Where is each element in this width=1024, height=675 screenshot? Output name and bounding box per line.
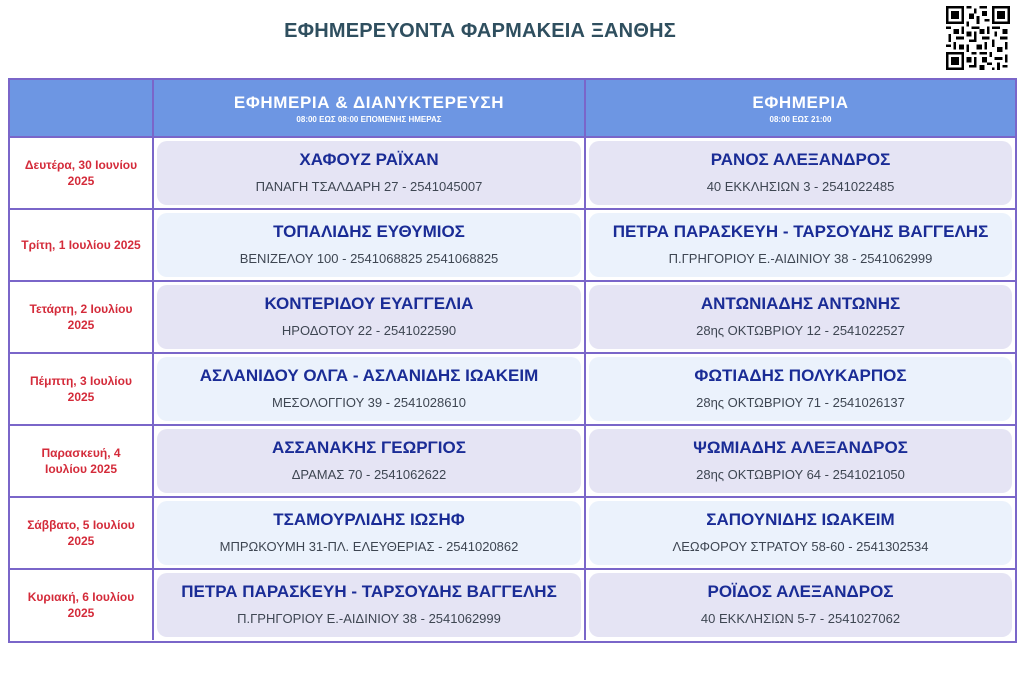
qr-code — [946, 6, 1010, 70]
pharmacy-name: ΑΣΛΑΝΙΔΟΥ ΟΛΓΑ - ΑΣΛΑΝΙΔΗΣ ΙΩΑΚΕΙΜ — [199, 366, 539, 385]
pharmacy-name: ΑΝΤΩΝΙΑΔΗΣ ΑΝΤΩΝΗΣ — [700, 294, 901, 313]
day-label: Κυριακή, 6 Ιουλίου 2025 — [10, 570, 154, 640]
pharmacy-address: ΒΕΝΙΖΕΛΟΥ 100 - 2541068825 2541068825 — [239, 251, 499, 266]
night-pharmacy-cell — [154, 138, 586, 208]
pharmacy-name: ΚΟΝΤΕΡΙΔΟΥ ΕΥΑΓΓΕΛΙΑ — [264, 294, 474, 313]
pharmacy-address: 40 ΕΚΚΛΗΣΙΩΝ 5-7 - 2541027062 — [700, 611, 901, 626]
table-row — [10, 136, 1015, 208]
pharmacy-name: ΣΑΠΟΥΝΙΔΗΣ ΙΩΑΚΕΙΜ — [706, 510, 895, 529]
day-label: Δευτέρα, 30 Ιουνίου 2025 — [10, 138, 154, 208]
day-pharmacy-cell — [586, 570, 1015, 640]
pharmacy-address: Π.ΓΡΗΓΟΡΙΟΥ Ε.-ΑΙΔΙΝΙΟΥ 38 - 2541062999 — [668, 251, 933, 266]
day-label: Πέμπτη, 3 Ιουλίου 2025 — [10, 354, 154, 424]
pharmacy-address: 40 ΕΚΚΛΗΣΙΩΝ 3 - 2541022485 — [706, 179, 895, 194]
column-hours: 08:00 ΕΩΣ 08:00 ΕΠΟΜΕΝΗΣ ΗΜΕΡΑΣ — [296, 115, 442, 124]
pharmacy-name: ΡΑΝΟΣ ΑΛΕΞΑΝΔΡΟΣ — [710, 150, 891, 169]
day-label: Σάββατο, 5 Ιουλίου 2025 — [10, 498, 154, 568]
pharmacy-name: ΤΣΑΜΟΥΡΛΙΔΗΣ ΙΩΣΗΦ — [273, 510, 465, 529]
pharmacy-address: 28ης ΟΚΤΩΒΡΙΟΥ 64 - 2541021050 — [696, 467, 905, 482]
night-pharmacy-cell — [154, 282, 586, 352]
pharmacy-name: ΡΟΪΔΟΣ ΑΛΕΞΑΝΔΡΟΣ — [707, 582, 894, 601]
pharmacy-address: ΛΕΩΦΟΡΟΥ ΣΤΡΑΤΟΥ 58-60 - 2541302534 — [672, 539, 929, 554]
pharmacy-address: 28ης ΟΚΤΩΒΡΙΟΥ 12 - 2541022527 — [696, 323, 905, 338]
day-pharmacy-cell — [586, 426, 1015, 496]
night-pharmacy-cell — [154, 354, 586, 424]
column-header-night-duty — [154, 80, 586, 136]
table-row — [10, 280, 1015, 352]
pharmacy-name: ΑΣΣΑΝΑΚΗΣ ΓΕΩΡΓΙΟΣ — [272, 438, 466, 457]
column-header-day-duty — [586, 80, 1015, 136]
night-pharmacy-cell — [154, 210, 586, 280]
pharmacy-schedule-table — [8, 78, 1017, 643]
column-heading: ΕΦΗΜΕΡΙΑ & ΔΙΑΝΥΚΤΕΡΕΥΣΗ — [233, 93, 505, 112]
pharmacy-address: ΔΡΑΜΑΣ 70 - 2541062622 — [291, 467, 447, 482]
table-row — [10, 424, 1015, 496]
pharmacy-address: 28ης ΟΚΤΩΒΡΙΟΥ 71 - 2541026137 — [696, 395, 905, 410]
table-row — [10, 208, 1015, 280]
pharmacy-name: ΤΟΠΑΛΙΔΗΣ ΕΥΘΥΜΙΟΣ — [273, 222, 465, 241]
table-row — [10, 568, 1015, 640]
pharmacy-address: ΜΠΡΩΚΟΥΜΗ 31-ΠΛ. ΕΛΕΥΘΕΡΙΑΣ - 2541020862 — [219, 539, 519, 554]
night-pharmacy-cell — [154, 570, 586, 640]
pharmacy-address: ΗΡΟΔΟΤΟΥ 22 - 2541022590 — [281, 323, 457, 338]
day-pharmacy-cell — [586, 498, 1015, 568]
pharmacy-name: ΠΕΤΡΑ ΠΑΡΑΣΚΕΥΗ - ΤΑΡΣΟΥΔΗΣ ΒΑΓΓΕΛΗΣ — [181, 582, 557, 601]
table-row — [10, 352, 1015, 424]
header-corner-cell — [10, 80, 154, 136]
day-pharmacy-cell — [586, 354, 1015, 424]
pharmacy-address: ΠΑΝΑΓΗ ΤΣΑΛΔΑΡΗ 27 - 2541045007 — [255, 179, 483, 194]
day-label: Τρίτη, 1 Ιουλίου 2025 — [10, 210, 154, 280]
pharmacy-name: ΨΩΜΙΑΔΗΣ ΑΛΕΞΑΝΔΡΟΣ — [693, 438, 908, 457]
day-pharmacy-cell — [586, 138, 1015, 208]
day-label: Παρασκευή, 4 Ιουλίου 2025 — [10, 426, 154, 496]
pharmacy-address: ΜΕΣΟΛΟΓΓΙΟΥ 39 - 2541028610 — [272, 395, 466, 410]
day-pharmacy-cell — [586, 282, 1015, 352]
day-pharmacy-cell — [586, 210, 1015, 280]
pharmacy-name: ΧΑΦΟΥΖ ΡΑΪΧΑΝ — [299, 150, 439, 169]
page-title: ΕΦΗΜΕΡΕΥΟΝΤΑ ΦΑΡΜΑΚΕΙΑ ΞΑΝΘΗΣ — [284, 20, 676, 42]
day-label: Τετάρτη, 2 Ιουλίου 2025 — [10, 282, 154, 352]
pharmacy-address: Π.ΓΡΗΓΟΡΙΟΥ Ε.-ΑΙΔΙΝΙΟΥ 38 - 2541062999 — [237, 611, 501, 626]
night-pharmacy-cell — [154, 426, 586, 496]
table-row — [10, 496, 1015, 568]
column-hours: 08:00 ΕΩΣ 21:00 — [769, 115, 832, 124]
night-pharmacy-cell — [154, 498, 586, 568]
column-heading: ΕΦΗΜΕΡΙΑ — [752, 93, 849, 112]
pharmacy-name: ΠΕΤΡΑ ΠΑΡΑΣΚΕΥΗ - ΤΑΡΣΟΥΔΗΣ ΒΑΓΓΕΛΗΣ — [612, 222, 989, 241]
pharmacy-name: ΦΩΤΙΑΔΗΣ ΠΟΛΥΚΑΡΠΟΣ — [694, 366, 907, 385]
